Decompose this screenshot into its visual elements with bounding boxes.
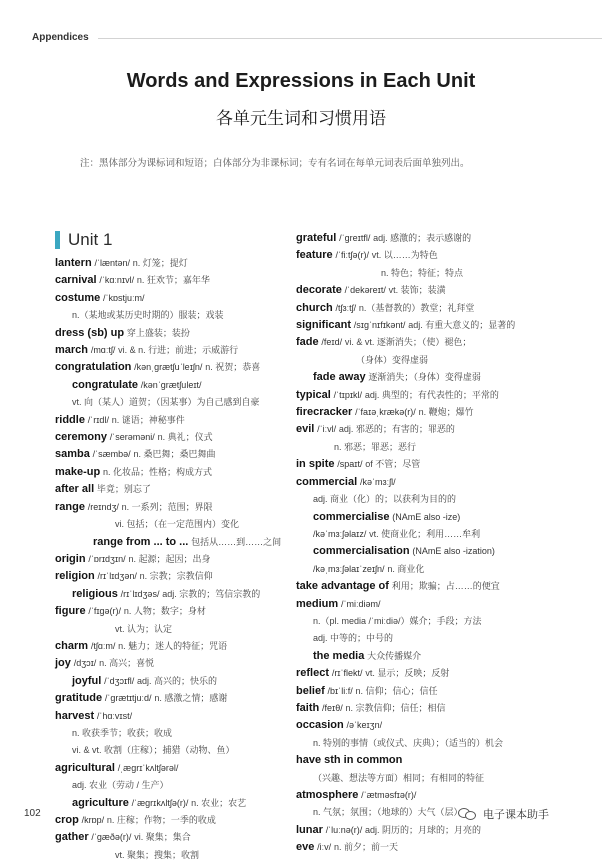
entry-definition: n.（某地或某历史时期的）服装；戏装 [72,310,224,321]
entry-phonetic: (NAmE also -ize) [392,511,461,522]
entry-phonetic: /kəˌmɜːʃəlaɪˈzeɪʃn/ [313,563,385,574]
entry-definition: n. 宗教信仰；信任；相信 [345,702,446,713]
entry-headword: march [55,344,89,357]
entry-phonetic: /ˈkɒstjuːm/ [103,292,145,303]
entry-definition: n. 鞭炮；爆竹 [418,407,474,418]
entry-headword: typical [296,388,331,401]
vocab-entry [55,551,295,568]
left-column [55,230,295,864]
entry-definition: vi. 聚集；集合 [134,832,191,843]
entry-headword: charm [55,639,89,652]
vocab-entry [55,342,295,359]
entry-headword: eve [296,841,315,854]
vocab-entry [55,708,295,725]
entry-phonetic: /ˈɒrɪdʒɪn/ [88,553,126,564]
right-entry-list [296,230,556,857]
vocab-entry [55,307,295,324]
entry-definition: n. 高兴；喜悦 [99,658,155,669]
vocab-entry [55,534,295,551]
entry-headword: reflect [296,667,330,680]
entry-headword: make-up [55,465,101,478]
entry-headword: grateful [296,232,337,244]
vocab-entry [296,822,556,839]
vocab-entry [55,464,295,481]
entry-definition: adj. 商业（化）的；以获利为目的的 [313,494,457,505]
entry-phonetic: /rɪˈlɪdʒən/ [97,571,137,582]
entry-phonetic: /sɪɡˈnɪfɪkənt/ [353,320,406,331]
entry-phonetic: /ˈætməsfɪə(r)/ [361,790,417,800]
entry-phonetic: /ˈlæntən/ [94,258,130,268]
vocab-entry [296,665,556,682]
entry-headword: feature [296,249,333,262]
entry-headword: costume [55,291,101,304]
entry-definition: 逐渐消失；（身体）变得虚弱 [368,372,481,383]
vocab-entry [296,700,556,717]
entry-phonetic: /ˈfɪɡə(r)/ [88,606,122,617]
entry-headword: congratulate [72,378,139,391]
entry-phonetic: /mɑːtʃ/ [90,345,116,356]
entry-headword: range [55,500,85,513]
vocab-entry [55,603,295,620]
vocab-entry [55,673,295,690]
entry-definition: （身体）变得虚弱 [356,354,429,365]
watermark [458,806,549,822]
entry-headword: have sth in common [296,754,403,767]
vocab-entry [296,787,556,804]
watermark-text: 电子课本助手 [483,809,549,821]
vocab-entry [296,317,556,334]
entry-headword: belief [296,684,325,697]
vocab-entry [296,474,556,491]
vocab-entry [296,421,556,438]
vocab-entry [55,829,295,846]
entry-definition: n. 邪恶；罪恶；恶行 [334,441,417,452]
entry-phonetic: /rɪˈlɪdʒəs/ [120,588,160,599]
vocab-entry [296,491,556,508]
vocab-entry [55,325,295,342]
vocab-entry [296,561,556,578]
vocab-entry [55,359,295,376]
entry-headword: lunar [296,823,323,836]
vocab-entry [55,812,295,829]
vocab-entry [55,446,295,463]
entry-phonetic: /ˈiːvl/ [317,424,337,435]
right-column [296,230,556,857]
entry-definition: adj. 邪恶的；有害的；罪恶的 [338,424,455,435]
vocab-entry [296,613,556,630]
entry-definition: n. 谜语；神秘事件 [111,414,185,425]
entry-phonetic: /spaɪt/ [337,459,363,470]
entry-headword: range from ... to ... [93,535,189,548]
entry-definition: vt. 聚集；搜集；收割 [115,849,200,860]
entry-headword: medium [296,597,339,610]
entry-definition: 毕竟；别忘了 [96,484,151,495]
vocab-entry [296,735,556,752]
entry-headword: religion [55,570,95,583]
page-number: 102 [24,808,41,819]
wechat-icon [458,806,478,822]
entry-definition: n. 商业化 [387,563,425,574]
entry-definition: adj. 典型的；有代表性的；平常的 [364,389,499,400]
entry-definition: n. 特色；特征；特点 [381,267,464,278]
entry-definition: n. 信仰；信心；信任 [355,685,438,696]
vocab-entry [55,586,295,603]
entry-headword: dress (sb) up [55,326,125,339]
entry-phonetic: /ˈɡreɪtfl/ [339,233,371,243]
entry-headword: the media [313,649,365,662]
entry-definition: adj. 有重大意义的；显著的 [408,320,516,331]
entry-headword: decorate [296,284,342,297]
entry-phonetic: /kənˈɡrætʃuleɪt/ [140,379,202,390]
entry-headword: commercialisation [313,545,410,558]
entry-phonetic: /ˈdʒɔɪfl/ [104,675,135,686]
entry-definition: of 不管；尽管 [365,459,421,470]
entry-phonetic: /dʒɔɪ/ [73,658,97,669]
entry-definition: n. 人物；数字；身材 [123,606,206,617]
entry-headword: commercial [296,475,358,488]
entry-phonetic: /ˈfaɪəˌkrækə(r)/ [355,407,416,418]
entry-definition: vi. & n. 行进；前进；示威游行 [118,345,239,356]
entry-phonetic: /ˈkɑːnɪvl/ [99,275,135,286]
entry-definition: （兴趣、想法等方面）相同；有相同的特征 [313,772,485,783]
entry-definition: n. 气氛；氛围；（地球的）大气（层） [313,807,463,818]
entry-phonetic: /feɪd/ [321,337,343,348]
vocab-entry [296,578,556,595]
entry-phonetic: /ˈserəməni/ [109,432,155,443]
vocab-entry [296,648,556,665]
entry-phonetic: /tʃɜːtʃ/ [335,302,357,313]
page-subtitle: 各单元生词和习惯用语 [216,109,386,128]
entry-phonetic: /kənˌɡrætʃuˈleɪʃn/ [134,362,203,373]
entry-headword: lantern [55,257,92,269]
entry-phonetic: (NAmE also -ization) [412,546,495,557]
entry-headword: carnival [55,274,97,287]
entry-phonetic: /ˈluːnə(r)/ [325,824,363,835]
entry-definition: n. 特别的事情（或仪式、庆典）；（适当的）机会 [313,737,504,748]
vocab-entry [55,394,295,411]
vocab-entry [296,630,556,647]
entry-phonetic: /ˈdekəreɪt/ [344,285,386,296]
entry-headword: congratulation [55,361,132,374]
unit-bar [55,231,60,249]
entry-phonetic: /ˈæɡrɪkʌltʃə(r)/ [131,797,189,808]
entry-definition: vt. 使商业化；利用……牟利 [369,528,481,539]
entry-definition: vt. 以……为特色 [371,250,438,261]
vocab-entry [55,481,295,498]
entry-definition: n. 一系列；范围；界限 [121,501,213,512]
entry-headword: samba [55,448,90,461]
vocab-entry [296,596,556,613]
vocab-entry [55,690,295,707]
entry-definition: n. 化妆品；性格；构成方式 [103,466,213,477]
entry-definition: vi. & vt. 收割（庄稼）；捕猎（动物、鱼） [72,745,235,756]
entry-headword: agriculture [72,796,129,809]
vocab-entry [296,352,556,369]
entry-phonetic: /rɪˈflekt/ [331,668,363,679]
entry-definition: n. 灯笼；提灯 [132,258,188,268]
entry-phonetic: /ˈsæmbə/ [92,449,131,460]
vocab-entry [296,526,556,543]
vocab-entry [55,655,295,672]
vocab-entry [296,265,556,282]
vocab-entry [296,717,556,734]
entry-definition: adj. 中等的；中号的 [313,633,394,644]
vocab-entry [296,456,556,473]
entry-phonetic: /feɪθ/ [322,702,343,713]
entry-headword: joyful [72,674,102,687]
entry-phonetic: /bɪˈliːf/ [327,685,353,696]
vocab-entry [55,760,295,777]
entry-phonetic: /ˈɡrætɪtjuːd/ [104,693,152,704]
section-label: Appendices [32,32,89,43]
header-rule [98,38,602,39]
entry-headword: after all [55,483,95,496]
vocab-entry [55,621,295,638]
entry-definition: n.（pl. media /ˈmiːdiə/）媒介；手段；方法 [313,615,482,626]
entry-definition: 穿上盛装；装扮 [126,327,190,338]
entry-headword: firecracker [296,406,353,419]
vocab-entry [55,777,295,794]
entry-headword: occasion [296,719,344,732]
entry-headword: joy [55,657,71,670]
entry-headword: crop [55,814,79,826]
entry-definition: adj. 阴历的；月球的；月亮的 [364,824,481,835]
entry-definition: vt. 显示；反映；反射 [365,668,450,679]
vocab-entry [55,847,295,864]
entry-phonetic: /kəˈmɜːʃəlaɪz/ [313,528,367,539]
entry-definition: adj. 高兴的；快乐的 [137,675,218,686]
entry-phonetic: /ˈɡæðə(r)/ [91,832,132,843]
entry-definition: n. 前夕；前一天 [333,842,398,853]
entry-definition: vi. 包括；（在一定范围内）变化 [115,519,240,530]
entry-definition: 包括从……到……之间 [191,536,282,547]
vocab-entry [296,439,556,456]
vocab-entry [55,377,295,394]
entry-definition: 利用；欺骗；占……的便宜 [391,581,500,592]
vocab-entry [296,282,556,299]
entry-phonetic: /krɒp/ [81,815,105,825]
entry-definition: n. 桑巴舞；桑巴舞曲 [133,449,216,460]
entry-phonetic: /kəˈmɜːʃl/ [359,476,396,487]
entry-headword: church [296,301,333,314]
vocab-entry [296,404,556,421]
vocab-entry [55,516,295,533]
entry-definition: n. 农业；农艺 [191,797,247,808]
left-entry-list [55,255,295,864]
vocab-entry [55,290,295,307]
page-note: 注：黑体部分为课标词和短语；白体部分为非课标词；专有名词在每单元词表后面单独列出。 [80,158,470,169]
entry-headword: religious [72,587,118,600]
vocab-entry [296,369,556,386]
vocab-entry [296,839,556,856]
entry-phonetic: /ˈhɑːvɪst/ [96,710,133,721]
entry-definition: adj. 宗教的；笃信宗教的 [162,588,261,599]
entry-headword: agricultural [55,761,115,774]
entry-headword: figure [55,605,86,618]
entry-definition: vt. 向（某人）道贺；（因某事）为自己感到自豪 [72,397,260,408]
entry-phonetic: /ˌæɡrɪˈkʌltʃərəl/ [117,762,179,773]
vocab-entry [296,543,556,560]
entry-headword: significant [296,319,352,332]
vocab-entry [296,752,556,769]
vocab-entry [296,770,556,787]
entry-headword: riddle [55,413,85,426]
entry-definition: adj. 农业（劳动 / 生产） [72,780,169,791]
entry-headword: take advantage of [296,580,389,593]
vocab-entry [55,412,295,429]
vocab-entry [55,499,295,516]
page-title: Words and Expressions in Each Unit [126,70,476,92]
unit-title: Unit 1 [68,229,113,249]
entry-headword: gather [55,831,89,844]
entry-definition: n. 魅力；迷人的特征；咒语 [118,640,228,651]
vocab-entry [55,742,295,759]
entry-headword: fade [296,336,319,349]
entry-phonetic: /ˈtɪpɪkl/ [333,389,363,400]
entry-definition: 大众传播媒介 [367,650,422,661]
page-header [0,0,602,60]
vocab-entry [55,429,295,446]
entry-phonetic: /tʃɑːm/ [90,640,116,651]
entry-phonetic: /ˈmiːdiəm/ [340,598,381,609]
vocab-entry [296,230,556,247]
entry-definition: n. 感激之情；感谢 [154,693,228,704]
entry-definition: n. 庄稼；作物；一季的收成 [106,815,216,825]
entry-headword: commercialise [313,510,390,523]
entry-phonetic: /ˈrɪdl/ [87,414,109,425]
entry-definition: n. 祝贺；恭喜 [205,362,261,373]
vocab-entry [296,387,556,404]
entry-definition: n. 宗教；宗教信仰 [139,571,213,582]
entry-definition: vt. 装饰；装潢 [388,285,446,296]
entry-definition: adj. 感激的；表示感谢的 [373,233,472,243]
entry-headword: origin [55,552,86,565]
entry-headword: gratitude [55,692,103,705]
vocab-entry [296,247,556,264]
entry-phonetic: /reɪndʒ/ [87,501,119,512]
entry-definition: n. 狂欢节；嘉年华 [136,275,210,286]
entry-phonetic: /əˈkeɪʒn/ [346,720,383,731]
entry-headword: evil [296,423,315,436]
vocab-entry [296,300,556,317]
entry-phonetic: /ˈfiːtʃə(r)/ [335,250,369,261]
entry-headword: harvest [55,709,95,722]
entry-phonetic: /iːv/ [317,842,332,853]
vocab-entry [55,725,295,742]
entry-headword: faith [296,701,320,714]
vocab-entry [296,334,556,351]
vocab-entry [296,683,556,700]
entry-definition: n. 收获季节；收获；收成 [72,727,173,738]
vocab-entry [55,568,295,585]
entry-headword: ceremony [55,431,107,444]
entry-definition: n. 典礼；仪式 [157,432,213,443]
entry-definition: vi. & vt. 逐渐消失；（使）褪色； [344,337,472,348]
vocab-entry [55,255,295,272]
vocab-entry [55,638,295,655]
unit-heading [55,230,295,250]
entry-headword: fade away [313,371,366,384]
vocab-entry [55,795,295,812]
entry-headword: atmosphere [296,789,359,801]
entry-definition: vt. 认为；认定 [115,623,173,634]
entry-definition: n.（基督教的）教堂；礼拜堂 [358,302,475,313]
vocab-entry [296,509,556,526]
vocab-entry [55,272,295,289]
entry-definition: n. 起源；起因；出身 [128,553,211,564]
entry-headword: in spite [296,458,335,471]
